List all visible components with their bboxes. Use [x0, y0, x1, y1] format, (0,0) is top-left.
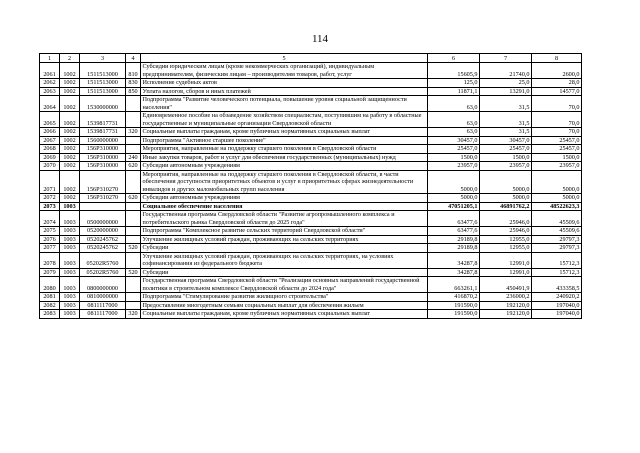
target-code-cell: 05202R5760: [80, 268, 126, 277]
table-row: [40, 194, 582, 203]
target-code-cell: 156P310000: [80, 162, 126, 171]
description-cell: Подпрограмма "Комплексное развитие сельских территорий Свердловской области": [141, 227, 428, 236]
amount-2022-cell: 5000,0: [480, 194, 532, 203]
table-row: [40, 244, 582, 253]
amount-2023-cell: 23957,0: [532, 162, 582, 171]
amount-2022-cell: 25457,0: [480, 145, 532, 154]
target-code-cell: [80, 202, 126, 211]
table-header-row: [40, 54, 582, 63]
description-cell: Улучшение жилищных условий граждан, проживающих на сельских территориях, на условиях софинансирования из федерального бюджета: [141, 252, 428, 268]
expense-type-cell: 240: [126, 153, 141, 162]
amount-2022-cell: 1500,0: [480, 153, 532, 162]
section-code-cell: 1002: [60, 63, 80, 79]
amount-2022-cell: 30457,0: [480, 136, 532, 145]
section-code-cell: 1003: [60, 301, 80, 310]
table-row: [40, 252, 582, 268]
amount-2021-cell: 5000,0: [428, 194, 480, 203]
expense-type-cell: 830: [126, 79, 141, 88]
description-cell: Социальное обеспечение населения: [141, 202, 428, 211]
description-cell: Субсидии юридическим лицам (кроме некоммерческих организаций), индивидуальным предпринимателям, физическим лицам – производителям товаров, работ, услуг: [141, 63, 428, 79]
target-code-cell: 156P310000: [80, 145, 126, 154]
row-number-cell: 2067: [40, 136, 60, 145]
row-number-cell: 2064: [40, 96, 60, 112]
target-code-cell: 1560000000: [80, 136, 126, 145]
table-row: [40, 268, 582, 277]
table-row: [40, 112, 582, 128]
description-cell: Мероприятия, направленные на поддержку старшего поколения в Свердловской области: [141, 145, 428, 154]
section-code-cell: 1002: [60, 79, 80, 88]
description-cell: Субсидии: [141, 268, 428, 277]
amount-2022-cell: 25946,0: [480, 227, 532, 236]
section-code-cell: 1003: [60, 310, 80, 319]
table-row: [40, 293, 582, 302]
row-number-cell: 2070: [40, 162, 60, 171]
row-number-cell: 2074: [40, 211, 60, 227]
target-code-cell: 05202R5760: [80, 252, 126, 268]
amount-2022-cell: 31,5: [480, 112, 532, 128]
row-number-cell: 2080: [40, 277, 60, 293]
target-code-cell: 0500000000: [80, 211, 126, 227]
section-code-cell: 1003: [60, 227, 80, 236]
target-code-cell: 1539817731: [80, 112, 126, 128]
target-code-cell: 156P310270: [80, 194, 126, 203]
amount-2021-cell: 30457,0: [428, 136, 480, 145]
table-row: [40, 87, 582, 96]
row-number-cell: 2062: [40, 79, 60, 88]
header-col-7: 7: [480, 54, 532, 63]
description-cell: Государственная программа Свердловской области "Реализация основных направлений государственной политики в строительном комплексе Свердловской области до 2024 года": [141, 277, 428, 293]
section-code-cell: 1002: [60, 87, 80, 96]
amount-2023-cell: 25457,0: [532, 136, 582, 145]
amount-2022-cell: 12991,0: [480, 268, 532, 277]
target-code-cell: 0811117000: [80, 301, 126, 310]
row-number-cell: 2068: [40, 145, 60, 154]
section-code-cell: 1002: [60, 162, 80, 171]
table-row: [40, 162, 582, 171]
expense-type-cell: 320: [126, 128, 141, 137]
amount-2023-cell: 29797,3: [532, 235, 582, 244]
amount-2023-cell: 70,0: [532, 128, 582, 137]
amount-2022-cell: 31,5: [480, 128, 532, 137]
header-col-8: 8: [532, 54, 582, 63]
amount-2023-cell: 70,0: [532, 112, 582, 128]
amount-2021-cell: 29189,8: [428, 244, 480, 253]
amount-2023-cell: 433358,5: [532, 277, 582, 293]
expense-type-cell: [126, 235, 141, 244]
amount-2023-cell: 15712,3: [532, 252, 582, 268]
amount-2022-cell: 31,5: [480, 96, 532, 112]
row-number-cell: 2072: [40, 194, 60, 203]
row-number-cell: 2075: [40, 227, 60, 236]
table-row: [40, 301, 582, 310]
table-row: [40, 170, 582, 194]
amount-2022-cell: 25,0: [480, 79, 532, 88]
expense-type-cell: [126, 211, 141, 227]
amount-2021-cell: 191590,0: [428, 301, 480, 310]
section-code-cell: 1002: [60, 128, 80, 137]
amount-2023-cell: 240920,2: [532, 293, 582, 302]
amount-2022-cell: 12955,0: [480, 244, 532, 253]
description-cell: Мероприятия, направленные на поддержку старшего поколения в Свердловской области, в части обеспечения доступности приоритетных объектов и услуг в приоритетных сферах жизнедеятельности инвалидов и других маломобильных групп населения: [141, 170, 428, 194]
amount-2023-cell: 5000,0: [532, 194, 582, 203]
table-row: [40, 227, 582, 236]
amount-2022-cell: 23957,0: [480, 162, 532, 171]
row-number-cell: 2073: [40, 202, 60, 211]
expense-type-cell: [126, 301, 141, 310]
amount-2023-cell: 5000,0: [532, 170, 582, 194]
expense-type-cell: [126, 112, 141, 128]
amount-2022-cell: 13291,0: [480, 87, 532, 96]
description-cell: Государственная программа Свердловской области "Развитие агропромышленного комплекса и потребительского рынка Свердловской области до 2025 года": [141, 211, 428, 227]
amount-2023-cell: 25457,0: [532, 145, 582, 154]
amount-2023-cell: 48522623,3: [532, 202, 582, 211]
amount-2023-cell: 197040,0: [532, 301, 582, 310]
expense-type-cell: [126, 96, 141, 112]
section-code-cell: 1003: [60, 244, 80, 253]
amount-2022-cell: 46891762,2: [480, 202, 532, 211]
amount-2022-cell: 12955,0: [480, 235, 532, 244]
description-cell: Иные закупки товаров, работ и услуг для обеспечения государственных (муниципальных) нужд: [141, 153, 428, 162]
amount-2021-cell: 663261,1: [428, 277, 480, 293]
amount-2023-cell: 28,0: [532, 79, 582, 88]
amount-2021-cell: 125,0: [428, 79, 480, 88]
target-code-cell: 0810000000: [80, 293, 126, 302]
table-row: [40, 63, 582, 79]
section-code-cell: 1002: [60, 136, 80, 145]
section-code-cell: 1002: [60, 112, 80, 128]
description-cell: Субсидии автономным учреждениям: [141, 194, 428, 203]
amount-2021-cell: 34287,8: [428, 268, 480, 277]
amount-2023-cell: 14577,0: [532, 87, 582, 96]
description-cell: Улучшение жилищных условий граждан, проживающих на сельских территориях: [141, 235, 428, 244]
amount-2021-cell: 416870,2: [428, 293, 480, 302]
table-row: [40, 145, 582, 154]
expense-type-cell: [126, 293, 141, 302]
row-number-cell: 2081: [40, 293, 60, 302]
section-code-cell: 1003: [60, 277, 80, 293]
amount-2022-cell: 236000,2: [480, 293, 532, 302]
amount-2022-cell: 192120,0: [480, 310, 532, 319]
table-row: [40, 310, 582, 319]
expense-type-cell: [126, 170, 141, 194]
description-cell: Субсидии автономным учреждениям: [141, 162, 428, 171]
amount-2022-cell: 192120,0: [480, 301, 532, 310]
target-code-cell: 156P310270: [80, 170, 126, 194]
amount-2021-cell: 34287,8: [428, 252, 480, 268]
description-cell: Подпрограмма "Активное старшее поколение": [141, 136, 428, 145]
section-code-cell: 1002: [60, 170, 80, 194]
amount-2023-cell: 1500,0: [532, 153, 582, 162]
amount-2021-cell: 29189,8: [428, 235, 480, 244]
amount-2021-cell: 47051205,1: [428, 202, 480, 211]
amount-2023-cell: 15712,3: [532, 268, 582, 277]
section-code-cell: 1003: [60, 202, 80, 211]
expense-type-cell: 320: [126, 310, 141, 319]
table-row: [40, 153, 582, 162]
table-row: [40, 136, 582, 145]
row-number-cell: 2063: [40, 87, 60, 96]
row-number-cell: 2077: [40, 244, 60, 253]
table-row: [40, 211, 582, 227]
section-code-cell: 1003: [60, 211, 80, 227]
amount-2021-cell: 15605,9: [428, 63, 480, 79]
table-row: [40, 277, 582, 293]
section-code-cell: 1002: [60, 153, 80, 162]
target-code-cell: 0800000000: [80, 277, 126, 293]
row-number-cell: 2069: [40, 153, 60, 162]
target-code-cell: 1511513000: [80, 79, 126, 88]
page-number: 114: [311, 33, 329, 45]
amount-2021-cell: 23957,0: [428, 162, 480, 171]
section-code-cell: 1002: [60, 145, 80, 154]
amount-2021-cell: 191590,0: [428, 310, 480, 319]
header-col-1: 1: [40, 54, 60, 63]
expense-type-cell: [126, 136, 141, 145]
target-code-cell: 1539817731: [80, 128, 126, 137]
description-cell: Уплата налогов, сборов и иных платежей: [141, 87, 428, 96]
row-number-cell: 2071: [40, 170, 60, 194]
table-row: [40, 235, 582, 244]
amount-2023-cell: 45509,6: [532, 211, 582, 227]
description-cell: Социальные выплаты гражданам, кроме публичных нормативных социальных выплат: [141, 310, 428, 319]
target-code-cell: 1511513000: [80, 87, 126, 96]
row-number-cell: 2083: [40, 310, 60, 319]
expense-type-cell: [126, 252, 141, 268]
table-row: [40, 79, 582, 88]
target-code-cell: 1511513000: [80, 63, 126, 79]
amount-2021-cell: 63,0: [428, 96, 480, 112]
target-code-cell: 0520245762: [80, 235, 126, 244]
table-row: [40, 128, 582, 137]
amount-2023-cell: 2600,0: [532, 63, 582, 79]
expense-type-cell: 810: [126, 63, 141, 79]
target-code-cell: 1530000000: [80, 96, 126, 112]
description-cell: Исполнение судебных актов: [141, 79, 428, 88]
amount-2023-cell: 29797,3: [532, 244, 582, 253]
target-code-cell: 0520000000: [80, 227, 126, 236]
amount-2021-cell: 63,0: [428, 112, 480, 128]
row-number-cell: 2061: [40, 63, 60, 79]
amount-2022-cell: 25946,0: [480, 211, 532, 227]
expense-type-cell: 620: [126, 162, 141, 171]
expense-type-cell: [126, 202, 141, 211]
amount-2021-cell: 63477,6: [428, 211, 480, 227]
expense-type-cell: 620: [126, 194, 141, 203]
row-number-cell: 2082: [40, 301, 60, 310]
description-cell: Единовременное пособие на обзаведение хозяйством специалистам, поступившим на работу в областные государственные и муниципальные организации Свердловской области: [141, 112, 428, 128]
header-col-4: 4: [126, 54, 141, 63]
target-code-cell: 156P310000: [80, 153, 126, 162]
budget-table: [39, 53, 582, 319]
amount-2021-cell: 25457,0: [428, 145, 480, 154]
table-row: [40, 202, 582, 211]
description-cell: Предоставление многодетным семьям социальных выплат для обеспечения жильем: [141, 301, 428, 310]
amount-2021-cell: 5000,0: [428, 170, 480, 194]
description-cell: Подпрограмма "Развитие человеческого потенциала, повышение уровня социальной защищенности населения": [141, 96, 428, 112]
expense-type-cell: 520: [126, 244, 141, 253]
header-col-6: 6: [428, 54, 480, 63]
target-code-cell: 0811117000: [80, 310, 126, 319]
amount-2023-cell: 70,0: [532, 96, 582, 112]
expense-type-cell: [126, 227, 141, 236]
amount-2021-cell: 11871,1: [428, 87, 480, 96]
expense-type-cell: 520: [126, 268, 141, 277]
target-code-cell: 0520245762: [80, 244, 126, 253]
row-number-cell: 2078: [40, 252, 60, 268]
amount-2021-cell: 63477,6: [428, 227, 480, 236]
description-cell: Субсидии: [141, 244, 428, 253]
row-number-cell: 2065: [40, 112, 60, 128]
expense-type-cell: [126, 145, 141, 154]
description-cell: Социальные выплаты гражданам, кроме публичных нормативных социальных выплат: [141, 128, 428, 137]
table-row: [40, 96, 582, 112]
amount-2021-cell: 63,0: [428, 128, 480, 137]
amount-2023-cell: 197040,0: [532, 310, 582, 319]
section-code-cell: 1002: [60, 194, 80, 203]
header-col-5: 5: [141, 54, 428, 63]
expense-type-cell: 850: [126, 87, 141, 96]
amount-2022-cell: 21740,0: [480, 63, 532, 79]
section-code-cell: 1003: [60, 252, 80, 268]
header-col-2: 2: [60, 54, 80, 63]
section-code-cell: 1003: [60, 235, 80, 244]
row-number-cell: 2079: [40, 268, 60, 277]
section-code-cell: 1002: [60, 96, 80, 112]
expense-type-cell: [126, 277, 141, 293]
amount-2021-cell: 1500,0: [428, 153, 480, 162]
section-code-cell: 1003: [60, 293, 80, 302]
amount-2022-cell: 12991,0: [480, 252, 532, 268]
amount-2022-cell: 5000,0: [480, 170, 532, 194]
amount-2022-cell: 450491,9: [480, 277, 532, 293]
description-cell: Подпрограмма "Стимулирование развития жилищного строительства": [141, 293, 428, 302]
table-body: [40, 63, 582, 319]
amount-2023-cell: 45509,6: [532, 227, 582, 236]
section-code-cell: 1003: [60, 268, 80, 277]
row-number-cell: 2066: [40, 128, 60, 137]
header-col-3: 3: [80, 54, 126, 63]
row-number-cell: 2076: [40, 235, 60, 244]
